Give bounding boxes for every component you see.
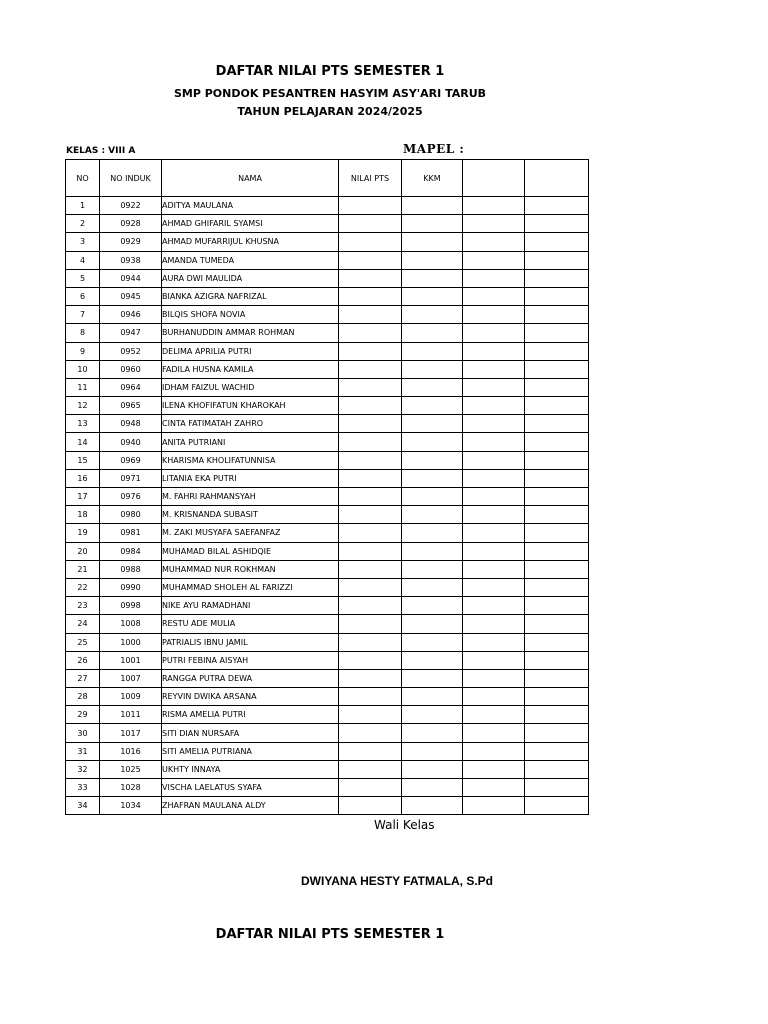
cell-kkm	[402, 542, 463, 560]
cell-no-induk: 0947	[100, 324, 162, 342]
cell-nilai-pts	[339, 324, 402, 342]
cell-empty-1	[463, 651, 525, 669]
cell-empty-2	[525, 306, 589, 324]
cell-nama: ZHAFRAN MAULANA ALDY	[162, 797, 339, 815]
cell-kkm	[402, 651, 463, 669]
cell-no-induk: 0998	[100, 597, 162, 615]
cell-empty-2	[525, 797, 589, 815]
cell-empty-1	[463, 324, 525, 342]
table-row	[66, 397, 589, 415]
cell-nilai-pts	[339, 706, 402, 724]
cell-no-induk: 0976	[100, 488, 162, 506]
cell-no-induk: 0946	[100, 306, 162, 324]
cell-nilai-pts	[339, 215, 402, 233]
cell-no: 19	[66, 524, 100, 542]
table-row	[66, 415, 589, 433]
cell-no: 22	[66, 578, 100, 596]
cell-nama: BILQIS SHOFA NOVIA	[162, 306, 339, 324]
cell-nilai-pts	[339, 633, 402, 651]
cell-nama: ILENA KHOFIFATUN KHAROKAH	[162, 397, 339, 415]
table-row	[66, 488, 589, 506]
cell-empty-2	[525, 342, 589, 360]
cell-no: 5	[66, 269, 100, 287]
cell-kkm	[402, 378, 463, 396]
cell-empty-2	[525, 433, 589, 451]
cell-kkm	[402, 615, 463, 633]
cell-no-induk: 0940	[100, 433, 162, 451]
cell-nama: RANGGA PUTRA DEWA	[162, 669, 339, 687]
cell-no-induk: 0944	[100, 269, 162, 287]
cell-empty-1	[463, 706, 525, 724]
cell-no-induk: 1016	[100, 742, 162, 760]
cell-no-induk: 1007	[100, 669, 162, 687]
cell-nilai-pts	[339, 287, 402, 305]
cell-empty-2	[525, 724, 589, 742]
next-page-title: DAFTAR NILAI PTS SEMESTER 1	[215, 927, 445, 942]
cell-empty-2	[525, 706, 589, 724]
cell-no: 3	[66, 233, 100, 251]
cell-empty-2	[525, 287, 589, 305]
table-row	[66, 688, 589, 706]
cell-no-induk: 0938	[100, 251, 162, 269]
cell-no: 33	[66, 779, 100, 797]
table-row	[66, 269, 589, 287]
table-row	[66, 197, 589, 215]
cell-empty-1	[463, 397, 525, 415]
cell-nilai-pts	[339, 433, 402, 451]
cell-nama: M. FAHRI RAHMANSYAH	[162, 488, 339, 506]
cell-nama: VISCHA LAELATUS SYAFA	[162, 779, 339, 797]
cell-nama: MUHAMMAD SHOLEH AL FARIZZI	[162, 578, 339, 596]
cell-nilai-pts	[339, 688, 402, 706]
cell-empty-2	[525, 615, 589, 633]
school-name: SMP PONDOK PESANTREN HASYIM ASY'ARI TARUB	[173, 87, 487, 100]
cell-kkm	[402, 578, 463, 596]
cell-no: 4	[66, 251, 100, 269]
table-row	[66, 742, 589, 760]
cell-no: 6	[66, 287, 100, 305]
cell-no: 21	[66, 560, 100, 578]
cell-empty-1	[463, 433, 525, 451]
cell-no-induk: 1017	[100, 724, 162, 742]
table-row	[66, 378, 589, 396]
table-row	[66, 433, 589, 451]
cell-no: 18	[66, 506, 100, 524]
cell-nilai-pts	[339, 524, 402, 542]
cell-empty-2	[525, 488, 589, 506]
cell-nilai-pts	[339, 251, 402, 269]
table-row	[66, 469, 589, 487]
table-row	[66, 651, 589, 669]
cell-nilai-pts	[339, 724, 402, 742]
cell-no-induk: 0965	[100, 397, 162, 415]
cell-nilai-pts	[339, 360, 402, 378]
cell-nama: MUHAMMAD NUR ROKHMAN	[162, 560, 339, 578]
cell-nilai-pts	[339, 415, 402, 433]
cell-nilai-pts	[339, 506, 402, 524]
cell-kkm	[402, 415, 463, 433]
academic-year: TAHUN PELAJARAN 2024/2025	[237, 105, 423, 118]
cell-no: 7	[66, 306, 100, 324]
cell-no-induk: 0980	[100, 506, 162, 524]
cell-kkm	[402, 597, 463, 615]
cell-no-induk: 0971	[100, 469, 162, 487]
cell-no: 32	[66, 760, 100, 778]
cell-kkm	[402, 779, 463, 797]
table-row	[66, 451, 589, 469]
cell-nama: KHARISMA KHOLIFATUNNISA	[162, 451, 339, 469]
cell-kkm	[402, 360, 463, 378]
cell-no-induk: 1011	[100, 706, 162, 724]
cell-nilai-pts	[339, 306, 402, 324]
cell-empty-2	[525, 197, 589, 215]
cell-nama: IDHAM FAIZUL WACHID	[162, 378, 339, 396]
cell-nama: LITANIA EKA PUTRI	[162, 469, 339, 487]
cell-empty-2	[525, 215, 589, 233]
table-row	[66, 706, 589, 724]
cell-empty-1	[463, 597, 525, 615]
cell-no: 23	[66, 597, 100, 615]
cell-empty-2	[525, 469, 589, 487]
cell-kkm	[402, 560, 463, 578]
table-row	[66, 542, 589, 560]
table-row	[66, 597, 589, 615]
cell-no: 20	[66, 542, 100, 560]
cell-kkm	[402, 797, 463, 815]
column-header-kkm: KKM	[402, 160, 463, 197]
cell-no: 13	[66, 415, 100, 433]
cell-empty-1	[463, 215, 525, 233]
cell-nama: AURA DWI MAULIDA	[162, 269, 339, 287]
cell-nilai-pts	[339, 488, 402, 506]
cell-nilai-pts	[339, 451, 402, 469]
cell-nilai-pts	[339, 342, 402, 360]
cell-nama: SITI DIAN NURSAFA	[162, 724, 339, 742]
cell-nilai-pts	[339, 578, 402, 596]
cell-empty-2	[525, 415, 589, 433]
column-header-no: NO	[66, 160, 100, 197]
table-row	[66, 669, 589, 687]
cell-no: 15	[66, 451, 100, 469]
cell-kkm	[402, 324, 463, 342]
cell-empty-2	[525, 397, 589, 415]
cell-nama: M. KRISNANDA SUBASIT	[162, 506, 339, 524]
column-header-nama: NAMA	[162, 160, 339, 197]
cell-no: 30	[66, 724, 100, 742]
homeroom-teacher-label: Wali Kelas	[374, 818, 435, 832]
cell-kkm	[402, 669, 463, 687]
cell-no-induk: 0945	[100, 287, 162, 305]
cell-empty-1	[463, 506, 525, 524]
cell-no: 9	[66, 342, 100, 360]
cell-kkm	[402, 524, 463, 542]
cell-empty-1	[463, 633, 525, 651]
class-label: KELAS : VIII A	[66, 146, 136, 156]
cell-empty-2	[525, 651, 589, 669]
cell-nilai-pts	[339, 779, 402, 797]
cell-empty-2	[525, 578, 589, 596]
cell-nilai-pts	[339, 669, 402, 687]
cell-no: 16	[66, 469, 100, 487]
cell-empty-2	[525, 597, 589, 615]
cell-no: 11	[66, 378, 100, 396]
cell-empty-2	[525, 760, 589, 778]
cell-kkm	[402, 760, 463, 778]
cell-empty-2	[525, 742, 589, 760]
cell-kkm	[402, 233, 463, 251]
cell-empty-1	[463, 251, 525, 269]
cell-empty-1	[463, 779, 525, 797]
cell-empty-2	[525, 524, 589, 542]
cell-empty-2	[525, 324, 589, 342]
cell-nilai-pts	[339, 378, 402, 396]
table-row	[66, 215, 589, 233]
table-row	[66, 342, 589, 360]
cell-empty-1	[463, 415, 525, 433]
cell-empty-2	[525, 688, 589, 706]
cell-empty-2	[525, 542, 589, 560]
column-header-no-induk: NO INDUK	[100, 160, 162, 197]
cell-no: 28	[66, 688, 100, 706]
cell-kkm	[402, 742, 463, 760]
cell-no-induk: 0929	[100, 233, 162, 251]
table-row	[66, 360, 589, 378]
cell-nama: BURHANUDDIN AMMAR ROHMAN	[162, 324, 339, 342]
cell-empty-2	[525, 269, 589, 287]
cell-empty-2	[525, 779, 589, 797]
cell-nama: AHMAD MUFARRIJUL KHUSNA	[162, 233, 339, 251]
cell-kkm	[402, 633, 463, 651]
cell-nilai-pts	[339, 560, 402, 578]
cell-empty-1	[463, 378, 525, 396]
cell-nilai-pts	[339, 797, 402, 815]
table-row	[66, 233, 589, 251]
table-row	[66, 306, 589, 324]
cell-empty-1	[463, 797, 525, 815]
cell-nilai-pts	[339, 469, 402, 487]
cell-no-induk: 0952	[100, 342, 162, 360]
cell-kkm	[402, 688, 463, 706]
cell-no: 2	[66, 215, 100, 233]
cell-kkm	[402, 451, 463, 469]
cell-nama: DELIMA APRILIA PUTRI	[162, 342, 339, 360]
cell-nama: UKHTY INNAYA	[162, 760, 339, 778]
table-header-row	[66, 160, 589, 197]
cell-no: 25	[66, 633, 100, 651]
cell-nama: RESTU ADE MULIA	[162, 615, 339, 633]
cell-no-induk: 0960	[100, 360, 162, 378]
cell-no-induk: 0928	[100, 215, 162, 233]
cell-empty-1	[463, 688, 525, 706]
cell-nama: CINTA FATIMATAH ZAHRO	[162, 415, 339, 433]
column-header-nilai-pts: NILAI PTS	[339, 160, 402, 197]
cell-empty-2	[525, 233, 589, 251]
cell-empty-2	[525, 633, 589, 651]
cell-kkm	[402, 197, 463, 215]
cell-kkm	[402, 469, 463, 487]
table-row	[66, 615, 589, 633]
cell-kkm	[402, 488, 463, 506]
subject-label: MAPEL :	[403, 142, 465, 156]
cell-no: 31	[66, 742, 100, 760]
table-row	[66, 578, 589, 596]
cell-no-induk: 1025	[100, 760, 162, 778]
cell-empty-1	[463, 287, 525, 305]
cell-empty-1	[463, 451, 525, 469]
cell-no: 29	[66, 706, 100, 724]
cell-no: 24	[66, 615, 100, 633]
column-header-empty-2	[525, 160, 589, 197]
signer-name: DWIYANA HESTY FATMALA, S.Pd	[301, 874, 494, 888]
cell-kkm	[402, 342, 463, 360]
table-row	[66, 324, 589, 342]
cell-empty-1	[463, 542, 525, 560]
table-row	[66, 251, 589, 269]
cell-nilai-pts	[339, 397, 402, 415]
cell-nama: BIANKA AZIGRA NAFRIZAL	[162, 287, 339, 305]
cell-no-induk: 0922	[100, 197, 162, 215]
cell-kkm	[402, 251, 463, 269]
cell-no: 17	[66, 488, 100, 506]
cell-no: 26	[66, 651, 100, 669]
table-row	[66, 724, 589, 742]
cell-empty-1	[463, 233, 525, 251]
cell-kkm	[402, 724, 463, 742]
cell-no: 1	[66, 197, 100, 215]
table-row	[66, 287, 589, 305]
cell-nama: REYVIN DWIKA ARSANA	[162, 688, 339, 706]
grades-table	[65, 159, 589, 815]
cell-no: 27	[66, 669, 100, 687]
cell-no: 10	[66, 360, 100, 378]
cell-no-induk: 0964	[100, 378, 162, 396]
cell-nilai-pts	[339, 269, 402, 287]
cell-nilai-pts	[339, 742, 402, 760]
cell-nama: RISMA AMELIA PUTRI	[162, 706, 339, 724]
cell-nama: AHMAD GHIFARIL SYAMSI	[162, 215, 339, 233]
cell-empty-1	[463, 760, 525, 778]
cell-kkm	[402, 269, 463, 287]
cell-empty-1	[463, 724, 525, 742]
cell-empty-1	[463, 524, 525, 542]
cell-empty-1	[463, 669, 525, 687]
cell-empty-1	[463, 578, 525, 596]
cell-nama: AMANDA TUMEDA	[162, 251, 339, 269]
cell-no-induk: 1034	[100, 797, 162, 815]
cell-nilai-pts	[339, 542, 402, 560]
cell-no-induk: 1009	[100, 688, 162, 706]
table-row	[66, 560, 589, 578]
cell-nama: PUTRI FEBINA AISYAH	[162, 651, 339, 669]
cell-kkm	[402, 306, 463, 324]
cell-no-induk: 1028	[100, 779, 162, 797]
cell-empty-1	[463, 306, 525, 324]
cell-no-induk: 0990	[100, 578, 162, 596]
cell-empty-2	[525, 669, 589, 687]
cell-nilai-pts	[339, 597, 402, 615]
cell-empty-1	[463, 488, 525, 506]
cell-no-induk: 1008	[100, 615, 162, 633]
cell-nama: ANITA PUTRIANI	[162, 433, 339, 451]
cell-no: 12	[66, 397, 100, 415]
table-row	[66, 506, 589, 524]
table-row	[66, 779, 589, 797]
cell-empty-1	[463, 742, 525, 760]
cell-empty-2	[525, 360, 589, 378]
table-row	[66, 760, 589, 778]
cell-no-induk: 0969	[100, 451, 162, 469]
cell-no-induk: 0988	[100, 560, 162, 578]
cell-kkm	[402, 706, 463, 724]
cell-no-induk: 1001	[100, 651, 162, 669]
table-row	[66, 524, 589, 542]
cell-nilai-pts	[339, 197, 402, 215]
cell-no-induk: 0984	[100, 542, 162, 560]
cell-kkm	[402, 506, 463, 524]
cell-nama: ADITYA MAULANA	[162, 197, 339, 215]
cell-nilai-pts	[339, 615, 402, 633]
cell-no: 34	[66, 797, 100, 815]
cell-nama: PATRIALIS IBNU JAMIL	[162, 633, 339, 651]
cell-empty-2	[525, 451, 589, 469]
cell-empty-1	[463, 269, 525, 287]
cell-no-induk: 0981	[100, 524, 162, 542]
table-row	[66, 633, 589, 651]
cell-empty-2	[525, 506, 589, 524]
cell-empty-1	[463, 342, 525, 360]
cell-empty-1	[463, 197, 525, 215]
cell-kkm	[402, 287, 463, 305]
cell-nama: SITI AMELIA PUTRIANA	[162, 742, 339, 760]
cell-nama: MUHAMAD BILAL ASHIDQIE	[162, 542, 339, 560]
cell-nilai-pts	[339, 651, 402, 669]
cell-no-induk: 0948	[100, 415, 162, 433]
cell-kkm	[402, 433, 463, 451]
cell-empty-1	[463, 469, 525, 487]
cell-nama: M. ZAKI MUSYAFA SAEFANFAZ	[162, 524, 339, 542]
cell-empty-1	[463, 360, 525, 378]
table-row	[66, 797, 589, 815]
cell-empty-2	[525, 378, 589, 396]
cell-empty-1	[463, 615, 525, 633]
cell-kkm	[402, 397, 463, 415]
cell-nama: NIKE AYU RAMADHANI	[162, 597, 339, 615]
cell-nilai-pts	[339, 233, 402, 251]
cell-no: 14	[66, 433, 100, 451]
cell-no-induk: 1000	[100, 633, 162, 651]
column-header-empty-1	[463, 160, 525, 197]
cell-empty-2	[525, 251, 589, 269]
cell-nilai-pts	[339, 760, 402, 778]
cell-nama: FADILA HUSNA KAMILA	[162, 360, 339, 378]
page-title: DAFTAR NILAI PTS SEMESTER 1	[215, 64, 445, 79]
cell-no: 8	[66, 324, 100, 342]
cell-empty-2	[525, 560, 589, 578]
cell-kkm	[402, 215, 463, 233]
cell-empty-1	[463, 560, 525, 578]
